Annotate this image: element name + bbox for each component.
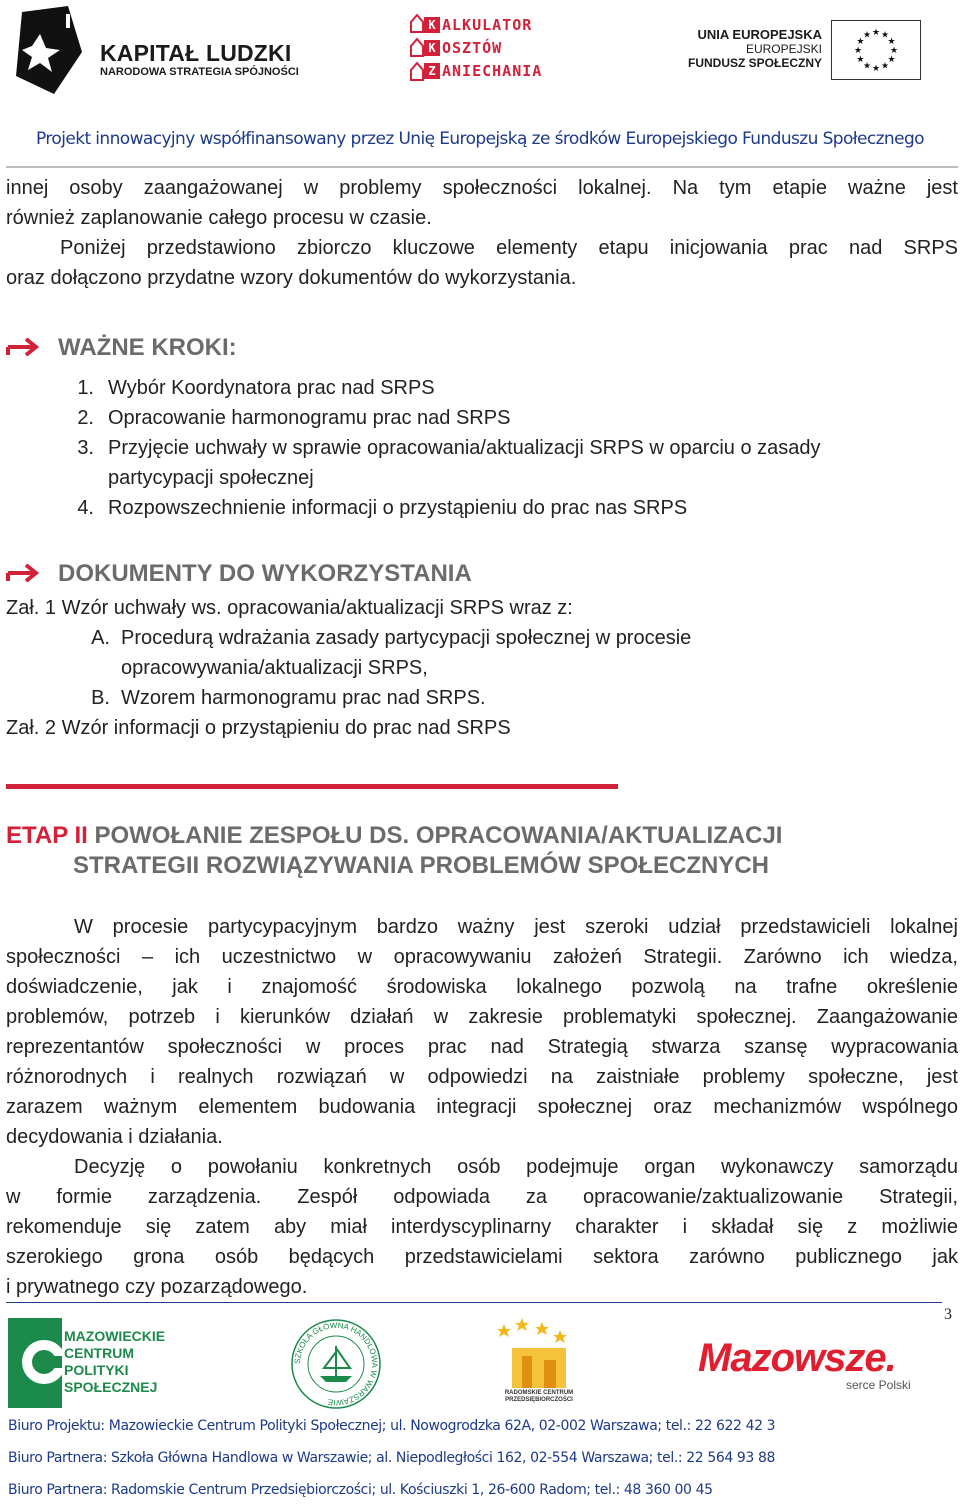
header-divider (6, 166, 958, 168)
paragraph-line: zarazem ważnym elementem budowania integracji społecznej oraz mechanizmów wspólnego (6, 1096, 958, 1118)
eu-star-icon: ★ (862, 60, 872, 71)
kosztow-word: OSZTÓW (442, 39, 503, 57)
ue-line: UNIA EUROPEJSKA (697, 27, 822, 42)
paragraph-line: i prywatnego czy pozarządowego. (6, 1276, 308, 1298)
eu-star-icon: ★ (880, 60, 890, 71)
footer-divider (6, 1302, 942, 1303)
paragraph-line: rekomenduje się zatem aby miał interdyscyplinarny charakter i składał się z możliwie (6, 1216, 958, 1238)
mcps-line: POLITYKI (64, 1362, 129, 1378)
intro-line: również zaplanowanie całego procesu w czasie. (6, 207, 432, 229)
attachment-b-text: Wzorem harmonogramu prac nad SRPS. (121, 687, 486, 709)
mcps-name (64, 1328, 165, 1396)
etap-title-line: POWOŁANIE ZESPOŁU DS. OPRACOWANIA/AKTUALIZACJI (94, 822, 783, 849)
footer-address: Biuro Partnera: Radomskie Centrum Przedsiębiorczości; ul. Kościuszki 1, 26-600 Radom; tel.: 48 360 00 45 (8, 1482, 713, 1498)
attachment-b-label: B. (91, 687, 110, 709)
header-tagline: Projekt innowacyjny współfinansowany przez Unię Europejską ze środków Europejskiego Funduszu Społecznego (36, 129, 924, 149)
eu-star-icon: ★ (853, 45, 863, 55)
kapital-ludzki-logo (10, 6, 300, 96)
sgh-ring-path: SZKOŁA GŁÓWNA HANDLOWA W WARSZAWIE (292, 1320, 380, 1408)
mazowsze-logo: Mazowsze. (698, 1336, 896, 1380)
intro-line: Poniżej przedstawiono zbiorczo kluczowe elementy etapu inicjowania prac nad SRPS (60, 237, 958, 259)
step-number: 3. (77, 437, 94, 459)
section-divider (6, 784, 618, 789)
eu-star-icon: ★ (887, 54, 896, 64)
paragraph-line: w formie zarządzenia. Zespół odpowiada za opracowanie/zaktualizowanie Strategii, (6, 1186, 958, 1208)
step-text: Opracowanie harmonogramu prac nad SRPS (108, 407, 511, 429)
etap-title-line: STRATEGII ROZWIĄZYWANIA PROBLEMÓW SPOŁECZNYCH (73, 852, 769, 879)
arrow-right-icon (6, 562, 42, 584)
paragraph-line: Decyzję o powołaniu konkretnych osób podejmuje organ wykonawczy samorządu (74, 1156, 958, 1178)
sgh-logo (290, 1318, 382, 1410)
etap-heading (6, 822, 782, 850)
rcp-name: RADOMSKIE CENTRUM PRZEDSIĘBIORCZOŚCI (504, 1390, 574, 1403)
steps-heading: WAŻNE KROKI: (58, 334, 237, 361)
attachment-a-continued: opracowywania/aktualizacji SRPS, (121, 657, 428, 679)
ue-text (650, 28, 822, 70)
eu-star-icon: ★ (889, 45, 899, 55)
step-text: Rozpowszechnienie informacji o przystąpieniu do prac nas SRPS (108, 497, 688, 519)
footer-address: Biuro Projektu: Mazowieckie Centrum Polityki Społecznej; ul. Nowogrodzka 62A, 02-002 Warszawa; tel.: 22 622 42 3 (8, 1418, 776, 1434)
ue-line: FUNDUSZ SPOŁECZNY (687, 56, 822, 70)
mcps-line: SPOŁECZNEJ (64, 1379, 158, 1395)
eu-star-icon: ★ (880, 29, 890, 40)
paragraph-line: doświadczenie, jak i znajomość środowiska lokalnego pozwolą na trafne określenie (6, 976, 958, 998)
mazowsze-subtitle: serce Polski (846, 1378, 911, 1392)
step-number: 4. (77, 497, 94, 519)
kalkulator-initial: K (424, 17, 440, 33)
step-text-continued: partycypacji społecznej (108, 467, 314, 489)
attachment-2: Zał. 2 Wzór informacji o przystąpieniu do prac nad SRPS (6, 717, 511, 739)
kalkulator-logo (410, 12, 560, 82)
attachment-a-label: A. (91, 627, 110, 649)
zaniechania-word: ANIECHANIA (442, 62, 543, 80)
house-icon (410, 12, 424, 82)
eu-star-icon: ★ (862, 29, 872, 40)
eu-flag-icon (831, 20, 921, 80)
mcps-line: CENTRUM (64, 1345, 134, 1361)
kalkulator-initial: K (424, 40, 440, 56)
step-text: Przyjęcie uchwały w sprawie opracowania/aktualizacji SRPS w oparciu o zasady (108, 437, 821, 459)
paragraph-line: W procesie partycypacyjnym bardzo ważny jest szeroki udział przedstawicieli lokalnej (74, 916, 958, 938)
kalkulator-initial: Z (424, 63, 440, 79)
mcps-line: MAZOWIECKIE (64, 1328, 166, 1344)
eu-star-icon: ★ (856, 54, 865, 64)
footer-address: Biuro Partnera: Szkoła Główna Handlowa w Warszawie; al. Niepodległości 162, 02-554 Warszawa; tel.: 22 564 93 88 (8, 1450, 775, 1466)
eu-star-icon: ★ (887, 36, 896, 46)
mcps-logo (8, 1318, 62, 1408)
intro-line: innej osoby zaangażowanej w problemy społeczności lokalnej. Na tym etapie ważne jest (6, 177, 958, 199)
kl-subtitle: NARODOWA STRATEGIA SPÓJNOŚCI (100, 66, 299, 78)
eu-star-icon: ★ (871, 63, 881, 73)
etap-label: ETAP II (6, 822, 88, 849)
paragraph-line: decydowania i działania. (6, 1126, 223, 1148)
kalkulator-word: ALKULATOR (442, 16, 533, 34)
paragraph-line: reprezentantów społeczności w proces prac nad Strategią stwarza szansę wypracowania (6, 1036, 958, 1058)
eu-star-icon: ★ (856, 36, 865, 46)
kl-title: KAPITAŁ LUDZKI (100, 40, 292, 66)
attachment-1: Zał. 1 Wzór uchwały ws. opracowania/aktualizacji SRPS wraz z: (6, 597, 573, 619)
paragraph-line: problemów, potrzeb i kierunków działań w zakresie problematyki społecznej. Zaangażowanie (6, 1006, 958, 1028)
step-text: Wybór Koordynatora prac nad SRPS (108, 377, 435, 399)
documents-heading: DOKUMENTY DO WYKORZYSTANIA (58, 560, 472, 587)
attachment-a-text: Procedurą wdrażania zasady partycypacji społecznej w procesie (121, 627, 692, 649)
paragraph-line: różnorodnych i realnych rozwiązań w odpowiedzi na zaistniałe problemy społeczne, jest (6, 1066, 958, 1088)
intro-line: oraz dołączono przydatne wzory dokumentów do wykorzystania. (6, 267, 577, 289)
eu-star-icon: ★ (871, 27, 881, 37)
paragraph-line: szerokiego grona osób będących przedstawicielami sektora zarówno publicznego jak (6, 1246, 958, 1268)
arrow-right-icon (6, 336, 42, 358)
page-number: 3 (944, 1306, 952, 1323)
ue-line: EUROPEJSKI (745, 42, 822, 56)
kapital-ludzki-star-icon (10, 6, 90, 96)
step-number: 2. (77, 407, 94, 429)
paragraph-line: społeczności – ich uczestnictwo w opracowywaniu założeń Strategii. Zarówno ich wiedza, (6, 946, 958, 968)
step-number: 1. (77, 377, 94, 399)
